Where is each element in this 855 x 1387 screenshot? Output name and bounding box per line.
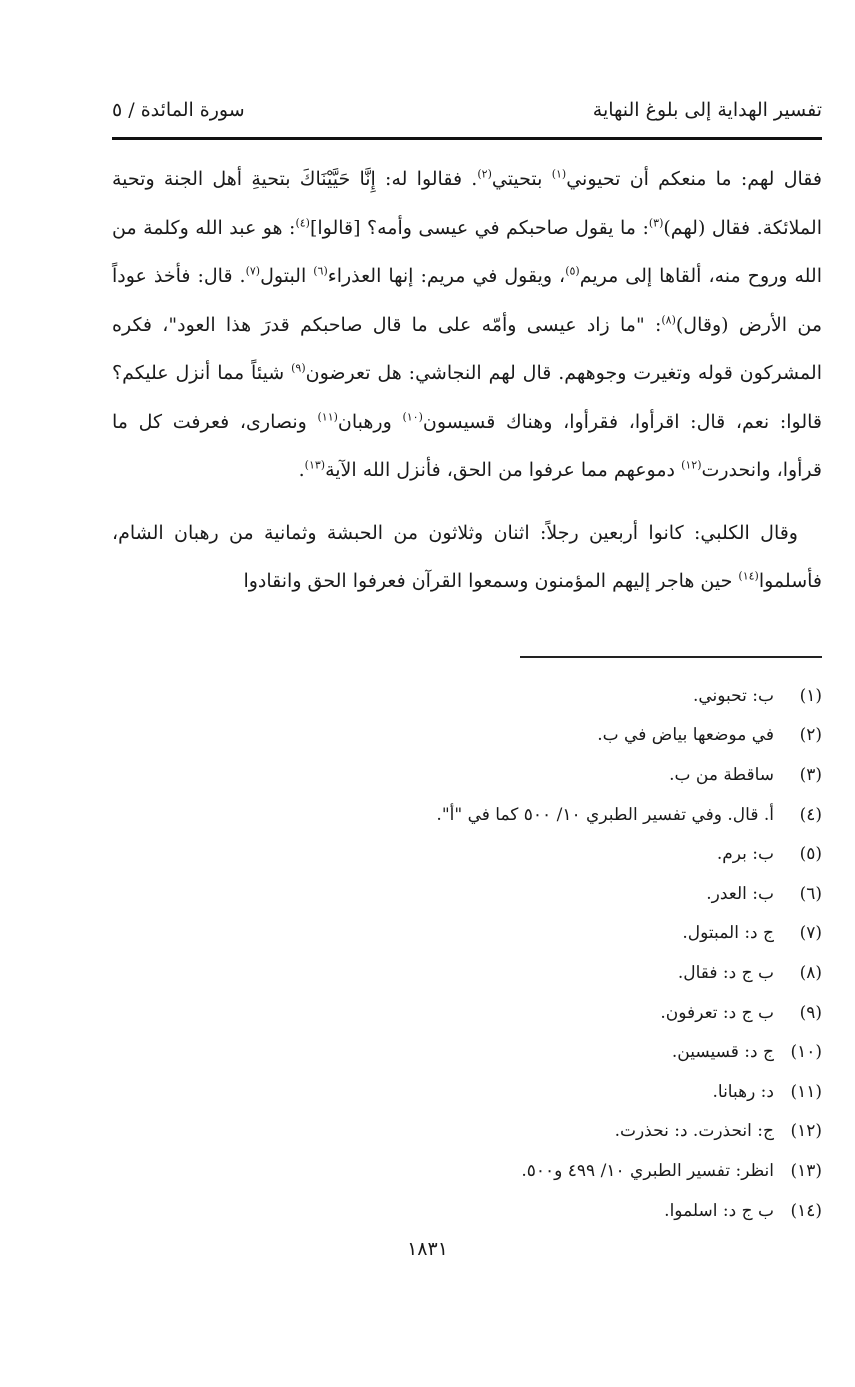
paragraph [112,509,822,606]
footnote-text: ب: العدر. [706,883,774,904]
footnote-item [112,755,822,795]
footnote-text: ج د: قسيسين. [671,1042,774,1063]
footnote-marker: (٥) [565,264,580,278]
footnote-text: ب ج د: تعرفون. [660,1002,774,1023]
footnote-item [112,716,822,756]
running-header [112,92,822,128]
paragraph [112,155,822,495]
header-rule [112,137,822,140]
footnote-marker: (٢) [477,167,492,181]
footnote-item [112,1112,822,1152]
footnote-number: (١٠) [790,1042,822,1063]
footnote-number: (٢) [799,725,822,746]
footnote-marker: (٧) [245,264,261,278]
footnote-text: في موضعها بياض في ب. [597,725,774,746]
footnote-number: (٤) [799,804,822,825]
footnote-item [112,874,822,914]
footnote-number: (١١) [790,1081,822,1102]
text-run: . [298,459,305,481]
text-run: البتول [260,265,314,287]
footnote-marker: (١٢) [681,458,702,472]
footnote-number: (٥) [799,844,822,865]
footnote-text: انظر: تفسير الطبري ١٠/ ٤٩٩ و٥٠٠. [521,1160,774,1181]
footnote-item [112,1072,822,1112]
page-number: ١٨٣١ [407,1238,448,1260]
footnote-text: ج د: المبتول. [682,923,774,944]
footnote-marker: (٦) [313,264,328,278]
footnote-item [112,795,822,835]
footnote-number: (٩) [799,1002,822,1023]
footnote-text: ب ج د: فقال. [677,962,774,983]
main-text [112,155,822,606]
footnote-text: د: رهبانا. [712,1081,774,1102]
book-title: تفسير الهداية إلى بلوغ النهاية [592,99,822,121]
footnote-marker: (١) [551,167,567,181]
text-run: فقال لهم: ما منعكم أن تحيوني [566,168,822,190]
footnote-item [112,1151,822,1191]
footnote-item [112,914,822,954]
footnote-text: ساقطة من ب. [669,764,774,785]
footnote-text: ج: انحذرت. د: نحذرت. [614,1121,774,1142]
footnote-marker: (٩) [291,361,306,375]
text-run: ، ويقول في مريم: إنها العذراء [327,265,566,287]
footnote-number: (١) [799,685,822,706]
text-run: : "ما زاد عيسى وأمّه على ما قال صاحبكم قدرَ هذا العود"، فكره المشركون قوله وتغيرت وجوههم. قال لهم النجاشي: هل تعرضون [112,313,822,384]
footnote-list [112,676,822,1230]
footnote-text: أ. قال. وفي تفسير الطبري ١٠/ ٥٠٠ كما في "أ". [436,804,774,825]
surah-label: سورة المائدة / ٥ [112,99,245,121]
footnote-marker: (٨) [661,313,676,327]
footnote-text: ب: برم. [716,844,774,865]
footnote-item [112,1191,822,1231]
footnote-text: ب: تحبوني. [692,685,774,706]
footnote-number: (١٢) [790,1121,822,1142]
footnote-number: (٧) [799,923,822,944]
footnote-number: (٨) [799,962,822,983]
footnote-number: (٦) [799,883,822,904]
footnote-marker: (١٤) [738,569,759,583]
text-run: وقال الكلبي: كانوا أربعين رجلاً: اثنان وثلاثون من الحبشة وثمانية من رهبان الشام، فأسلموا [112,521,822,592]
text-run: حين هاجر إليهم المؤمنون وسمعوا القرآن فعرفوا الحق وانقادوا [243,570,739,592]
text-run: : هو عبد الله وكلمة من الله وروح منه، ألقاها إلى مريم [112,216,823,287]
text-run: : ما يقول صاحبكم في عيسى وأمه؟ [قالوا] [309,216,649,239]
footnote-item [112,993,822,1033]
footnote-text: ب ج د: اسلموا. [664,1200,774,1221]
footnote-marker: (١٠) [402,410,423,424]
text-run: ونصارى، فعرفت كل ما قرأوا، وانحدرت [112,410,822,481]
footnote-separator [520,656,822,658]
text-run: ورهبان [337,410,403,433]
footnote-number: (٣) [799,764,822,785]
text-run: دموعهم مما عرفوا من الحق، فأنزل الله الآية [325,459,682,481]
footnote-item [112,1032,822,1072]
footnote-item [112,676,822,716]
text-run: شيئاً مما أنزل عليكم؟ قالوا: نعم، قال: اقرأوا، فقرأوا، وهناك قسيسون [112,362,822,433]
footnote-number: (١٤) [790,1200,822,1221]
text-run: . قال: فأخذ عوداً من الأرض (وقال) [112,265,822,336]
footnote-marker: (١١) [317,410,338,424]
footnote-marker: (٣) [648,216,664,230]
footnote-marker: (١٣) [304,458,326,472]
footnote-marker: (٤) [295,216,310,230]
footnote-item [112,953,822,993]
text-run: . فقالوا له: إِنَّا حَيَّيْنَاكَ بتحيةِ أهل الجنة وتحية الملائكة. فقال (لهم) [112,168,822,239]
text-run: بتحيتي [491,168,552,190]
footnote-item [112,834,822,874]
footnote-number: (١٣) [790,1160,822,1181]
